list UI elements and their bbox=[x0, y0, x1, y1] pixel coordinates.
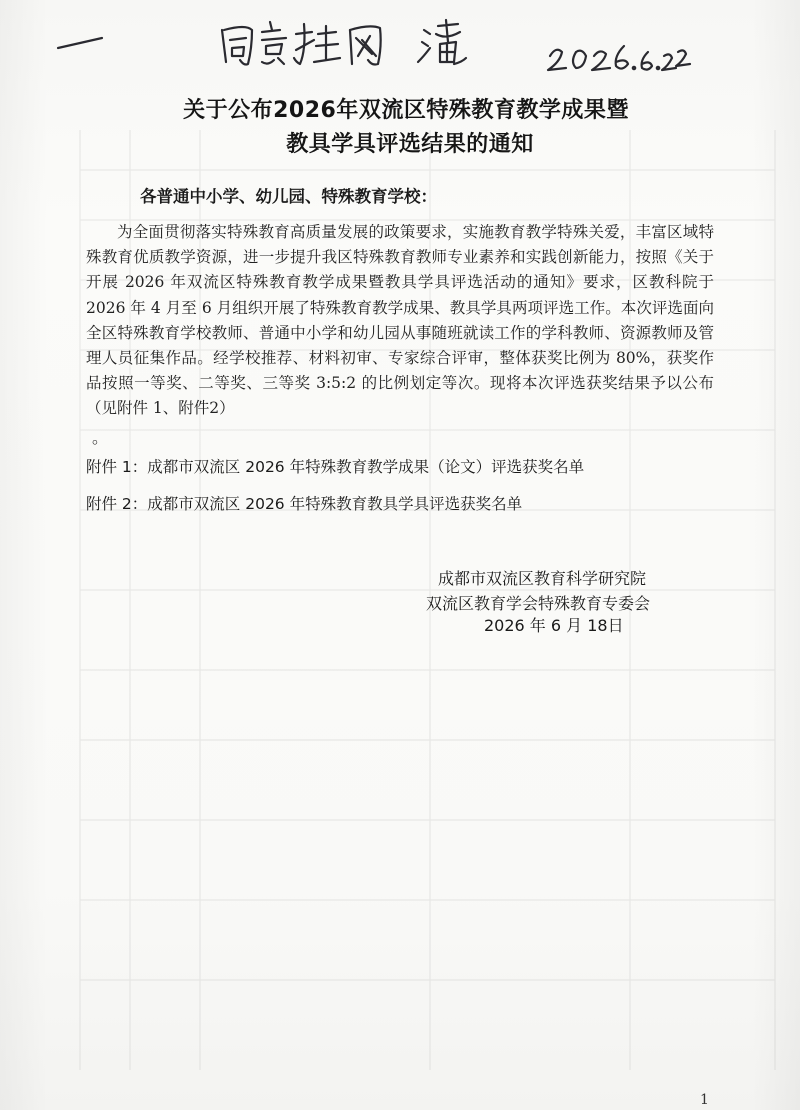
issuing-organization-1: 成都市双流区教育科学研究院 bbox=[438, 569, 647, 588]
body-paragraph: 为全面贯彻落实特殊教育高质量发展的政策要求，实施教育教学特殊关爱，丰富区域特殊教育优质教学资源，进一步提升我区特殊教育教师专业素养和实践创新能力，按照《关于开展 2026 年双流区特殊教育教学成果暨教具学具评选活动的通知》要求，区教科院于 2026 年 4 月至 6 月组织开展了特殊教育教学成果、教具学具两项评选工作。本次评选面向全区特殊教育学校教师、普通中小学和幼儿园从事随班就读工作的学科教师、资源教师及管理人员征集作品。经学校推荐、材料初审、专家综合评审，整体获奖比例为 80%，获奖作品按照一等奖、二等奖、三等奖 3:5:2 的比例划定等次。现将本次评选获奖结果予以公布（见附件 1、附件2） bbox=[86, 223, 714, 418]
notice-title-line-2: 教具学具评选结果的通知 bbox=[286, 132, 534, 157]
attachment-1: 附件 1：成都市双流区 2026 年特殊教育教学成果（论文）评选获奖名单 bbox=[86, 458, 585, 476]
body-trailing-period: 。 bbox=[92, 428, 109, 447]
page-number: 1 bbox=[700, 1092, 709, 1108]
notice-body bbox=[86, 220, 714, 422]
issue-date: 2026 年 6 月 18日 bbox=[484, 616, 624, 635]
salutation: 各普通中小学、幼儿园、特殊教育学校： bbox=[140, 187, 437, 206]
issuing-organization-2: 双流区教育学会特殊教育专委会 bbox=[426, 594, 651, 613]
notice-title-line-1: 关于公布2026年双流区特殊教育教学成果暨 bbox=[183, 98, 629, 123]
handwritten-approval-note bbox=[0, 0, 800, 90]
attachment-2: 附件 2：成都市双流区 2026 年特殊教育教具学具评选获奖名单 bbox=[86, 495, 523, 513]
